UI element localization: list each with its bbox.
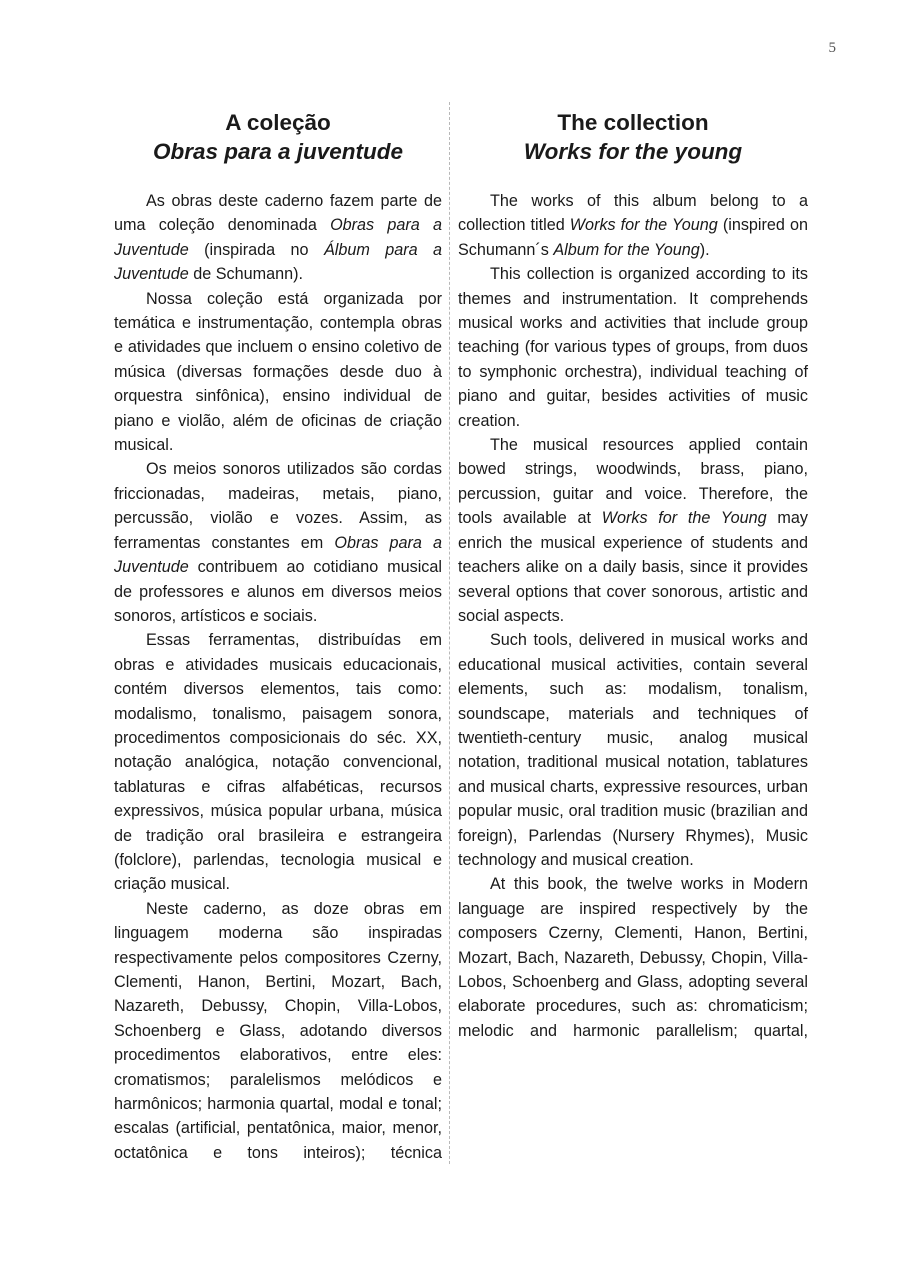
english-body (458, 189, 808, 1043)
paragraph: At this book, the twelve works in Modern language are inspired respectively by the composers Czerny, Clementi, Hanon, Bertini, Mozart, Bach, Nazareth, Debussy, Chopin, Villa-Lobos, Schoenberg and Glass, adopting several elaborate procedures, such as: chromaticism; melodic and harmonic parallelism; quartal, (458, 875, 808, 1040)
portuguese-column (114, 108, 442, 1165)
portuguese-title: A coleção (225, 110, 331, 135)
portuguese-body (114, 189, 442, 1165)
portuguese-subtitle: Obras para a juventude (152, 139, 404, 164)
paragraph: Essas ferramentas, distribuídas em obras e atividades musicais educacionais, contém diversos elementos, tais como: modalismo, tonalismo, paisagem sonora, procedimentos composicionais do séc. XX, notação analógica, notação convencional, tablaturas e cifras alfabéticas, recursos expressivos, música popular urbana, música de tradição oral brasileira e estrangeira (folclore), parlendas, tecnologia musical e criação musical. (114, 631, 442, 894)
english-subtitle: Works for the young (523, 139, 743, 164)
paragraph: Os meios sonoros utilizados são cordas friccionadas, madeiras, metais, piano, percussão, violão e vozes. Assim, as ferramentas constantes em Obras para a Juventude contribuem ao cotidiano musical de professores e alunos em diversos meios sonoros, artísticos e sociais. (114, 460, 443, 625)
paragraph: Neste caderno, as doze obras em linguagem moderna são inspiradas respectivamente pelos compositores Czerny, Clementi, Hanon, Bertini, Mozart, Bach, Nazareth, Debussy, Chopin, Villa-Lobos, Schoenberg e Glass, adotando diversos procedimentos elaborativos, entre eles: cromatismos; paralelismos melódicos e harmônicos; harmonia quartal, modal e tonal; escalas (artificial, pentatônica, maior, menor, octatônica e tons inteiros); técnica (114, 899, 442, 1162)
portuguese-heading (114, 108, 442, 166)
english-heading (458, 108, 808, 166)
paragraph: Nossa coleção está organizada por temática e instrumentação, contempla obras e atividades que incluem o ensino coletivo de música (diversas formações desde duo à orquestra sinfônica), ensino individual de piano e violão, além de oficinas de criação musical. (114, 289, 442, 455)
paragraph: Such tools, delivered in musical works and educational musical activities, contain several elements, such as: modalism, tonalism, soundscape, materials and techniques of twentieth-century music, analog musical notation, traditional musical notation, tablatures and musical charts, expressive resources, urban popular music, oral tradition music (brazilian and foreign), Parlendas (Nursery Rhymes), Music technology and musical creation. (458, 631, 808, 869)
column-divider (449, 102, 450, 1164)
paragraph: The works of this album belong to a collection titled Works for the Young (inspired on Schumann´s Album for the Young). (458, 192, 808, 259)
english-column (458, 108, 808, 1043)
paragraph: As obras deste caderno fazem parte de uma coleção denominada Obras para a Juventude (inspirada no Álbum para a Juventude de Schumann). (114, 192, 442, 284)
paragraph: This collection is organized according to its themes and instrumentation. It comprehends musical works and activities that include group teaching (for various types of groups, from duos to symphonic orchestra), individual teaching of piano and guitar, besides activities of music creation. (458, 265, 808, 430)
paragraph: The musical resources applied contain bowed strings, woodwinds, brass, piano, percussion, guitar and voice. Therefore, the tools available at Works for the Young may enrich the musical experience of students and teachers alike on a daily basis, since it provides several options that cover sonorous, artistic and social aspects. (458, 436, 808, 625)
english-title: The collection (557, 110, 709, 135)
page-number: 5 (828, 40, 836, 56)
